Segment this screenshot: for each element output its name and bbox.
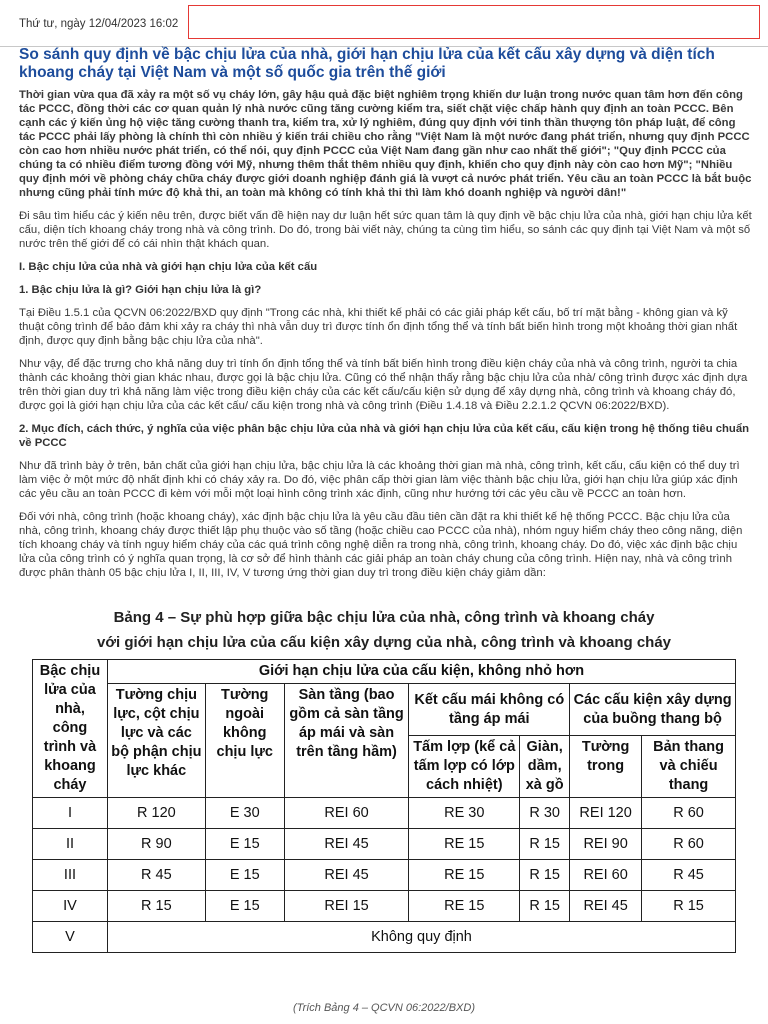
header-bearing: Tường chịu lực, cột chịu lực và các bộ phận chịu lực khác xyxy=(107,684,205,798)
table-cell: R 15 xyxy=(520,860,570,891)
grade-cell: IV xyxy=(33,891,108,922)
table-cell: R 15 xyxy=(642,891,736,922)
table-row xyxy=(33,829,736,860)
article-date: Thứ tư, ngày 12/04/2023 16:02 xyxy=(19,18,179,30)
grade-cell: III xyxy=(33,860,108,891)
table-row xyxy=(33,891,736,922)
subsection-heading: 1. Bậc chịu lửa là gì? Giới hạn chịu lửa là gì? xyxy=(19,284,262,296)
header-grade: Bậc chịu lửa của nhà, công trình và khoang cháy xyxy=(33,660,108,798)
article-lead: Thời gian vừa qua đã xảy ra một số vụ cháy lớn, gây hậu quả đặc biệt nghiêm trọng khiến dư luận trong nước quan tâm hơn đến công tác PCCC, đồng thời các cơ quan quản lý nhà nước cũng tăng cường kiểm tra, siết chặt việc chấp hành quy định an toàn PCCC. Bên cạnh các ý kiến ủng hộ việc tăng cường thanh tra, kiểm tra, xử lý nghiêm, đúng quy định với tinh thần thượng tôn pháp luật, để công tác PCCC phải lấy phòng là chính thì còn nhiều ý kiến trái chiều cho rằng "Việt Nam là một nước đang phát triển, nhưng quy định PCCC còn cao hơn nhiều nước phát triển, có thể nói, quy định PCCC của Việt Nam đang gần như cao nhất thế giới"; "Quy định PCCC của chúng ta có nhiều điểm tương đồng với Mỹ, nhưng thêm thắt thêm nhiều quy định, khiến cho quy định này còn cao hơn Mỹ"; "Nhiều quy định mới về phòng cháy chữa cháy được giới doanh nghiệp đánh giá là vượt cả nước phát triển. Yêu cầu an toàn PCCC là bắt buộc nhưng cũng phải tính mức độ khả thi, an toàn mà không có tính khả thi thì làm khó doanh nghiệp và người dân!" xyxy=(19,89,752,199)
article-intro: Đi sâu tìm hiểu các ý kiến nêu trên, được biết vấn đề hiện nay dư luận hết sức quan tâm là quy định về bậc chịu lửa của nhà, giới hạn chịu lửa kết cấu, diện tích khoang cháy trong nhà và công trình. Do đó, trong bài viết này, chúng ta cùng tìm hiểu, so sánh các quy định tại Việt Nam và một số nước trên thế giới để có cái nhìn thật khách quan. xyxy=(19,210,752,250)
search-box[interactable] xyxy=(188,5,760,39)
table-row xyxy=(33,922,736,953)
table-cell: REI 45 xyxy=(284,829,409,860)
section-heading: I. Bậc chịu lửa của nhà và giới hạn chịu lửa của kết cấu xyxy=(19,261,318,273)
table-cell: R 45 xyxy=(107,860,205,891)
table-cell: REI 120 xyxy=(570,798,642,829)
article-body xyxy=(19,88,752,589)
table-cell: E 30 xyxy=(205,798,284,829)
grade-cell: V xyxy=(33,922,108,953)
table-row xyxy=(33,860,736,891)
table-cell: REI 45 xyxy=(570,891,642,922)
table-cell: R 15 xyxy=(107,891,205,922)
table-cell: REI 15 xyxy=(284,891,409,922)
table-cell: R 15 xyxy=(520,829,570,860)
header-floor: Sàn tầng (bao gồm cả sàn tầng áp mái và sàn trên tầng hầm) xyxy=(284,684,409,798)
header-group: Giới hạn chịu lửa của cấu kiện, không nhỏ hơn xyxy=(107,660,735,684)
table-cell: R 60 xyxy=(642,798,736,829)
table-cell: E 15 xyxy=(205,829,284,860)
table-cell: E 15 xyxy=(205,860,284,891)
table-title-line: với giới hạn chịu lửa của cấu kiện xây dựng của nhà, công trình và khoang cháy xyxy=(96,634,672,651)
header-stair: Bản thang và chiếu thang xyxy=(642,736,736,798)
table-title-line: Bảng 4 – Sự phù hợp giữa bậc chịu lửa của nhà, công trình và khoang cháy xyxy=(113,609,655,626)
table-cell: R 45 xyxy=(642,860,736,891)
paragraph: Đối với nhà, công trình (hoặc khoang cháy), xác định bậc chịu lửa là yêu cầu đầu tiên cần đặt ra khi thiết kế hệ thống PCCC. Bậc chịu lửa của nhà, công trình, khoang cháy được thiết lập phụ thuộc vào số tầng (hoặc chiều cao PCCC của nhà), nhóm nguy hiểm cháy theo công năng, diện tích khoang cháy và tính nguy hiểm cháy của các quá trình công nghệ diễn ra trong nhà, công trình, khoang cháy. Do đó, việc xác định bậc chịu lửa của công trình có ý nghĩa quan trọng, là cơ sở để hình thành các giải pháp an toàn cháy chung của công trình. Hiện nay, nhà và công trình được phân thành 05 bậc chịu lửa I, II, III, IV, V tương ứng thời gian duy trì trong điều kiện cháy giảm dần: xyxy=(19,511,743,579)
table-title xyxy=(0,605,768,655)
grade-cell: II xyxy=(33,829,108,860)
table-cell: RE 15 xyxy=(409,860,520,891)
table-cell: R 60 xyxy=(642,829,736,860)
article-title: So sánh quy định về bậc chịu lửa của nhà, giới hạn chịu lửa của kết cấu xây dựng và diện tích khoang cháy tại Việt Nam và một số quốc gia trên thế giới xyxy=(19,46,715,81)
top-bar xyxy=(0,0,768,47)
table-cell: RE 15 xyxy=(409,829,520,860)
table-cell: REI 60 xyxy=(284,798,409,829)
table-cell: R 15 xyxy=(520,891,570,922)
header-outer-wall: Tường ngoài không chịu lực xyxy=(205,684,284,798)
subsection-heading: 2. Mục đích, cách thức, ý nghĩa của việc phân bậc chịu lửa của nhà và giới hạn chịu lửa của kết cấu, cấu kiện trong hệ thống tiêu chuẩn về PCCC xyxy=(19,423,750,449)
table-caption: (Trích Bảng 4 – QCVN 06:2022/BXD) xyxy=(293,1002,475,1014)
table-cell: RE 30 xyxy=(409,798,520,829)
table-cell: R 120 xyxy=(107,798,205,829)
header-truss: Giàn, dầm, xà gồ xyxy=(520,736,570,798)
table-cell: R 30 xyxy=(520,798,570,829)
header-roof-group: Kết cấu mái không có tầng áp mái xyxy=(409,684,570,736)
grade-cell: I xyxy=(33,798,108,829)
table-row xyxy=(33,798,736,829)
table-cell: REI 45 xyxy=(284,860,409,891)
fire-resistance-table xyxy=(32,659,736,953)
table-cell: Không quy định xyxy=(107,922,735,953)
table-cell: E 15 xyxy=(205,891,284,922)
header-stair-group: Các cấu kiện xây dựng của buồng thang bộ xyxy=(570,684,736,736)
paragraph: Như vậy, để đặc trưng cho khả năng duy trì tính ổn định tổng thể và tính bất biến hình trong điều kiện cháy của nhà và công trình, người ta chia thành các khoảng thời gian khác nhau, được gọi là bậc chịu lửa. Cũng có thể nhận thấy rằng bậc chịu lửa của nhà/ công trình được xác định dựa trên thời gian duy trì khả năng làm việc trong điều kiện cháy của các kết cấu/cấu kiện sử dụng để xây dựng nhà, công trình và khoang cháy đó, được gọi là giới hạn chịu lửa của các kết cấu/ cấu kiện trong nhà và công trình (Điều 1.4.18 và Điều 2.2.1.2 QCVN 06:2022/BXD). xyxy=(19,358,748,412)
table-cell: R 90 xyxy=(107,829,205,860)
header-roof-panel: Tấm lợp (kể cả tấm lợp có lớp cách nhiệt) xyxy=(409,736,520,798)
header-inner-wall: Tường trong xyxy=(570,736,642,798)
paragraph: Tại Điều 1.5.1 của QCVN 06:2022/BXD quy định "Trong các nhà, khi thiết kế phải có các giải pháp kết cấu, bố trí mặt bằng - không gian và kỹ thuật công trình để bảo đảm khi xảy ra cháy thì nhà vẫn duy trì được tính ổn định tổng thể và tính bất biến hình trong một khoảng thời gian nhất định, được quy định bằng bậc chịu lửa của nhà". xyxy=(19,307,738,347)
table-cell: REI 90 xyxy=(570,829,642,860)
paragraph: Như đã trình bày ở trên, bản chất của giới hạn chịu lửa, bậc chịu lửa là các khoảng thời gian mà nhà, công trình, kết cấu, cấu kiện có thể duy trì làm việc ở một mức độ nhất định khi có cháy xảy ra. Do đó, việc phân cấp thời gian làm việc thành bậc chịu lửa, giới hạn chịu lửa giúp xác định các yêu cầu an toàn PCCC đi kèm với mỗi một loại hình công trình xác định, cũng như hướng tới các yêu cầu về PCCC an toàn hơn. xyxy=(19,460,740,500)
table-cell: RE 15 xyxy=(409,891,520,922)
table-cell: REI 60 xyxy=(570,860,642,891)
